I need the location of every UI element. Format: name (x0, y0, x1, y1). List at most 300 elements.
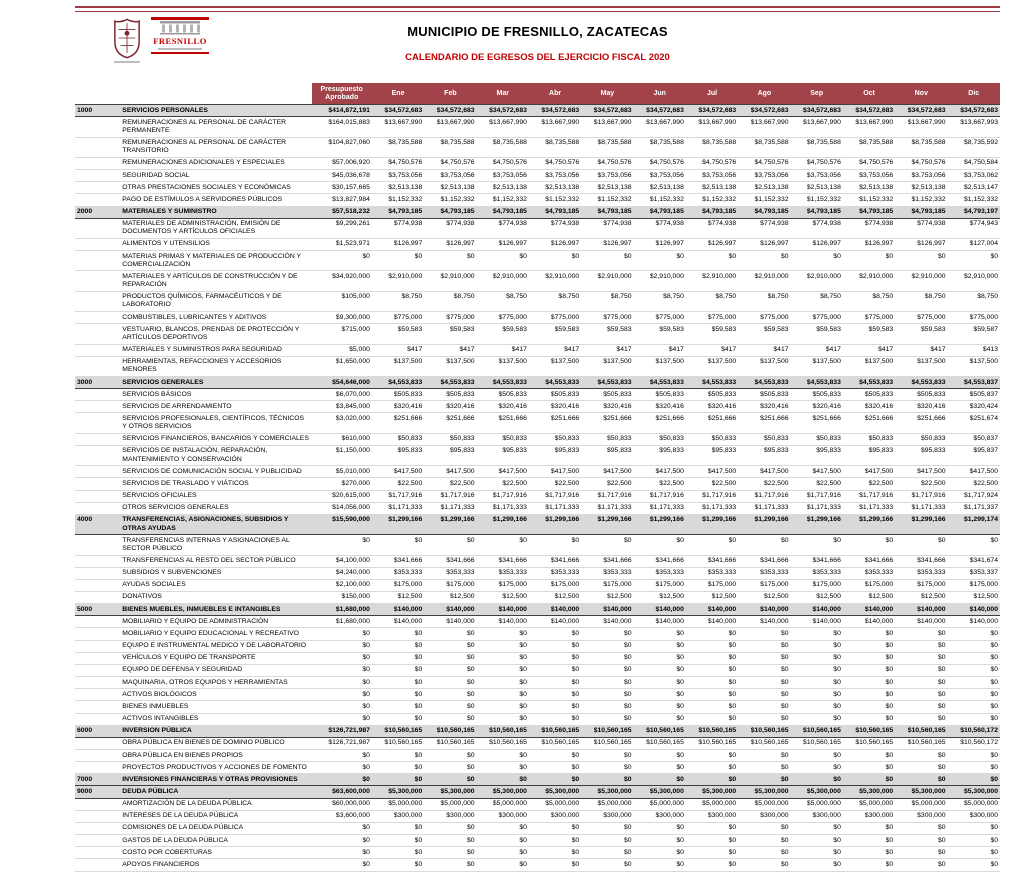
month-amount-cell: $2,910,000 (791, 271, 843, 291)
month-amount-cell: $2,910,000 (948, 271, 1000, 291)
concept-row (75, 737, 1000, 749)
month-amount-cell: $4,553,833 (843, 377, 895, 389)
month-amount-cell: $417 (529, 344, 581, 356)
month-amount-cell: $0 (948, 822, 1000, 834)
month-amount-cell: $2,513,138 (529, 182, 581, 194)
month-amount-cell: $59,583 (686, 324, 738, 344)
month-amount-cell: $137,500 (424, 356, 476, 376)
month-amount-cell: $5,000,000 (634, 798, 686, 810)
month-amount-cell: $140,000 (791, 616, 843, 628)
month-amount-cell: $10,560,165 (424, 737, 476, 749)
month-amount-cell: $0 (529, 750, 581, 762)
concept-row (75, 356, 1000, 376)
month-amount-cell: $4,793,185 (895, 206, 947, 218)
month-amount-cell: $0 (686, 677, 738, 689)
month-amount-cell: $2,910,000 (686, 271, 738, 291)
month-amount-cell: $251,666 (634, 413, 686, 433)
month-amount-cell: $140,000 (843, 616, 895, 628)
presupuesto-aprobado-cell: $0 (312, 677, 372, 689)
month-amount-cell: $1,717,916 (738, 490, 790, 502)
presupuesto-aprobado-cell: $0 (312, 701, 372, 713)
month-amount-cell: $0 (529, 762, 581, 774)
month-amount-cell: $0 (424, 628, 476, 640)
month-amount-cell: $0 (738, 762, 790, 774)
table-header-row (75, 83, 1000, 105)
month-amount-cell: $3,753,056 (738, 170, 790, 182)
concept-label: EQUIPO E INSTRUMENTAL MEDICO Y DE LABORATORIO (120, 640, 311, 652)
month-amount-cell: $126,997 (895, 238, 947, 250)
concept-label: ALIMENTOS Y UTENSILIOS (120, 238, 311, 250)
chapter-code (75, 835, 120, 847)
month-amount-cell: $320,424 (948, 401, 1000, 413)
month-amount-cell: $50,833 (738, 433, 790, 445)
concept-label: SERVICIOS DE ARRENDAMIENTO (120, 401, 311, 413)
month-amount-cell: $353,333 (529, 567, 581, 579)
fresnillo-logo (151, 17, 209, 54)
month-amount-cell: $10,560,165 (895, 737, 947, 749)
month-amount-cell: $0 (372, 535, 424, 555)
month-amount-cell: $127,004 (948, 238, 1000, 250)
month-amount-cell: $0 (738, 677, 790, 689)
month-amount-cell: $12,500 (843, 591, 895, 603)
month-amount-cell: $5,300,000 (738, 786, 790, 798)
concept-label: PAGO DE ESTÍMULOS A SERVIDORES PÚBLICOS (120, 194, 311, 206)
month-amount-cell: $137,500 (634, 356, 686, 376)
month-amount-cell: $320,416 (529, 401, 581, 413)
month-amount-cell: $0 (424, 701, 476, 713)
month-amount-cell: $0 (895, 713, 947, 725)
month-amount-cell: $775,000 (477, 312, 529, 324)
month-amount-cell: $0 (948, 664, 1000, 676)
month-amount-cell: $0 (634, 689, 686, 701)
crest-caption-line (114, 61, 140, 63)
month-amount-cell: $417 (372, 344, 424, 356)
month-amount-cell: $1,717,916 (895, 490, 947, 502)
month-amount-cell: $4,793,185 (738, 206, 790, 218)
month-amount-cell: $0 (372, 677, 424, 689)
month-amount-cell: $13,667,990 (529, 117, 581, 137)
month-amount-cell: $0 (581, 835, 633, 847)
month-amount-cell: $0 (424, 677, 476, 689)
column-header-month: Ene (372, 83, 424, 105)
month-amount-cell: $34,572,683 (843, 105, 895, 117)
chapter-code (75, 182, 120, 194)
month-amount-cell: $2,513,138 (372, 182, 424, 194)
concept-label: SEGURIDAD SOCIAL (120, 170, 311, 182)
month-amount-cell: $0 (948, 689, 1000, 701)
month-amount-cell: $8,750 (738, 291, 790, 311)
header-spacer-label (120, 83, 311, 105)
month-amount-cell: $2,513,138 (477, 182, 529, 194)
month-amount-cell: $417,500 (529, 466, 581, 478)
month-amount-cell: $2,910,000 (738, 271, 790, 291)
month-amount-cell: $774,938 (372, 218, 424, 238)
chapter-code (75, 170, 120, 182)
month-amount-cell: $50,837 (948, 433, 1000, 445)
month-amount-cell: $1,717,916 (843, 490, 895, 502)
chapter-code (75, 117, 120, 137)
concept-row (75, 677, 1000, 689)
month-amount-cell: $0 (895, 774, 947, 786)
chapter-code (75, 567, 120, 579)
month-amount-cell: $140,000 (424, 616, 476, 628)
month-amount-cell: $0 (529, 847, 581, 859)
month-amount-cell: $774,938 (738, 218, 790, 238)
concept-label: SERVICIOS GENERALES (120, 377, 311, 389)
month-amount-cell: $775,000 (895, 312, 947, 324)
month-amount-cell: $251,666 (791, 413, 843, 433)
month-amount-cell: $13,667,990 (791, 117, 843, 137)
month-amount-cell: $22,500 (529, 478, 581, 490)
presupuesto-aprobado-cell: $1,523,971 (312, 238, 372, 250)
chapter-code (75, 713, 120, 725)
month-amount-cell: $0 (477, 847, 529, 859)
month-amount-cell: $417,500 (791, 466, 843, 478)
month-amount-cell: $320,416 (791, 401, 843, 413)
concept-row (75, 640, 1000, 652)
chapter-code (75, 750, 120, 762)
month-amount-cell: $0 (424, 713, 476, 725)
presupuesto-aprobado-cell: $0 (312, 859, 372, 871)
month-amount-cell: $4,553,833 (529, 377, 581, 389)
month-amount-cell: $10,560,165 (372, 737, 424, 749)
chapter-code (75, 502, 120, 514)
month-amount-cell: $251,674 (948, 413, 1000, 433)
month-amount-cell: $417 (581, 344, 633, 356)
month-amount-cell: $251,666 (477, 413, 529, 433)
month-amount-cell: $0 (686, 535, 738, 555)
concept-label: MATERIALES DE ADMINISTRACIÓN, EMISIÓN DE DOCUMENTOS Y ARTÍCULOS OFICIALES (120, 218, 311, 238)
concept-label: DONATIVOS (120, 591, 311, 603)
month-amount-cell: $5,000,000 (372, 798, 424, 810)
month-amount-cell: $8,735,588 (477, 137, 529, 157)
month-amount-cell: $34,572,683 (477, 105, 529, 117)
month-amount-cell: $341,666 (843, 555, 895, 567)
month-amount-cell: $22,500 (686, 478, 738, 490)
presupuesto-aprobado-cell: $0 (312, 640, 372, 652)
month-amount-cell: $0 (686, 762, 738, 774)
month-amount-cell: $417,500 (581, 466, 633, 478)
month-amount-cell: $0 (791, 822, 843, 834)
month-amount-cell: $0 (372, 713, 424, 725)
month-amount-cell: $0 (424, 652, 476, 664)
month-amount-cell: $0 (372, 628, 424, 640)
month-amount-cell: $300,000 (843, 810, 895, 822)
presupuesto-aprobado-cell: $9,299,261 (312, 218, 372, 238)
chapter-code (75, 389, 120, 401)
month-amount-cell: $0 (477, 822, 529, 834)
chapter-code (75, 194, 120, 206)
month-amount-cell: $3,753,056 (424, 170, 476, 182)
column-header-month: Mar (477, 83, 529, 105)
page-title: MUNICIPIO DE FRESNILLO, ZACATECAS (407, 24, 668, 39)
month-amount-cell: $0 (529, 640, 581, 652)
month-amount-cell: $251,666 (372, 413, 424, 433)
month-amount-cell: $126,997 (738, 238, 790, 250)
column-header-presupuesto: Presupuesto Aprobado (312, 83, 372, 105)
month-amount-cell: $3,753,056 (529, 170, 581, 182)
month-amount-cell: $320,416 (634, 401, 686, 413)
month-amount-cell: $0 (948, 835, 1000, 847)
budget-calendar-table (75, 83, 1000, 872)
month-amount-cell: $0 (738, 835, 790, 847)
month-amount-cell: $12,500 (529, 591, 581, 603)
month-amount-cell: $774,938 (634, 218, 686, 238)
month-amount-cell: $0 (843, 713, 895, 725)
month-amount-cell: $0 (791, 750, 843, 762)
concept-label: OTRAS PRESTACIONES SOCIALES Y ECONÓMICAS (120, 182, 311, 194)
month-amount-cell: $774,938 (477, 218, 529, 238)
chapter-code (75, 251, 120, 271)
chapter-code (75, 466, 120, 478)
concept-label: TRANSFERENCIAS INTERNAS Y ASIGNACIONES AL SECTOR PÚBLICO (120, 535, 311, 555)
chapter-code (75, 137, 120, 157)
month-amount-cell: $4,750,576 (791, 157, 843, 169)
column-header-month: May (581, 83, 633, 105)
concept-row (75, 344, 1000, 356)
month-amount-cell: $3,753,056 (843, 170, 895, 182)
concept-row (75, 502, 1000, 514)
month-amount-cell: $1,717,916 (791, 490, 843, 502)
month-amount-cell: $2,910,000 (372, 271, 424, 291)
chapter-code (75, 401, 120, 413)
month-amount-cell: $300,000 (372, 810, 424, 822)
month-amount-cell: $95,833 (477, 445, 529, 465)
month-amount-cell: $0 (581, 822, 633, 834)
month-amount-cell: $50,833 (529, 433, 581, 445)
presupuesto-aprobado-cell: $63,600,000 (312, 786, 372, 798)
month-amount-cell: $140,000 (895, 616, 947, 628)
month-amount-cell: $0 (895, 762, 947, 774)
month-amount-cell: $5,300,000 (948, 786, 1000, 798)
month-amount-cell: $140,000 (895, 604, 947, 616)
month-amount-cell: $8,750 (895, 291, 947, 311)
month-amount-cell: $95,833 (372, 445, 424, 465)
month-amount-cell: $0 (477, 859, 529, 871)
month-amount-cell: $8,735,588 (895, 137, 947, 157)
chapter-row (75, 105, 1000, 117)
month-amount-cell: $775,000 (948, 312, 1000, 324)
month-amount-cell: $0 (948, 628, 1000, 640)
month-amount-cell: $34,572,683 (581, 105, 633, 117)
presupuesto-aprobado-cell: $0 (312, 251, 372, 271)
presupuesto-aprobado-cell: $1,650,000 (312, 356, 372, 376)
month-amount-cell: $353,333 (895, 567, 947, 579)
month-amount-cell: $137,500 (948, 356, 1000, 376)
chapter-code (75, 344, 120, 356)
concept-row (75, 591, 1000, 603)
month-amount-cell: $8,735,588 (372, 137, 424, 157)
month-amount-cell: $2,513,138 (634, 182, 686, 194)
month-amount-cell: $34,572,683 (948, 105, 1000, 117)
chapter-code (75, 664, 120, 676)
month-amount-cell: $2,513,138 (895, 182, 947, 194)
page-subtitle: CALENDARIO DE EGRESOS DEL EJERCICIO FISCAL 2020 (405, 52, 670, 63)
chapter-code: 5000 (75, 604, 120, 616)
month-amount-cell: $0 (372, 652, 424, 664)
month-amount-cell: $126,997 (843, 238, 895, 250)
month-amount-cell: $341,674 (948, 555, 1000, 567)
month-amount-cell: $0 (948, 640, 1000, 652)
month-amount-cell: $34,572,683 (686, 105, 738, 117)
chapter-code: 3000 (75, 377, 120, 389)
month-amount-cell: $8,735,588 (843, 137, 895, 157)
month-amount-cell: $0 (738, 689, 790, 701)
month-amount-cell: $0 (424, 822, 476, 834)
month-amount-cell: $775,000 (791, 312, 843, 324)
month-amount-cell: $4,750,576 (634, 157, 686, 169)
month-amount-cell: $59,583 (529, 324, 581, 344)
concept-row (75, 389, 1000, 401)
month-amount-cell: $0 (738, 701, 790, 713)
month-amount-cell: $4,750,576 (738, 157, 790, 169)
concept-row (75, 664, 1000, 676)
presupuesto-aprobado-cell: $1,680,000 (312, 604, 372, 616)
concept-row (75, 170, 1000, 182)
month-amount-cell: $251,666 (581, 413, 633, 433)
concept-label: SERVICIOS PROFESIONALES, CIENTÍFICOS, TÉCNICOS Y OTROS SERVICIOS (120, 413, 311, 433)
concept-label: MAQUINARIA, OTROS EQUIPOS Y HERRAMIENTAS (120, 677, 311, 689)
month-amount-cell: $0 (529, 774, 581, 786)
presupuesto-aprobado-cell: $13,827,984 (312, 194, 372, 206)
month-amount-cell: $320,416 (424, 401, 476, 413)
chapter-code (75, 271, 120, 291)
month-amount-cell: $0 (529, 664, 581, 676)
month-amount-cell: $0 (843, 640, 895, 652)
month-amount-cell: $0 (477, 652, 529, 664)
month-amount-cell: $0 (581, 640, 633, 652)
concept-label: BIENES MUEBLES, INMUEBLES E INTANGIBLES (120, 604, 311, 616)
month-amount-cell: $4,793,185 (686, 206, 738, 218)
month-amount-cell: $0 (843, 859, 895, 871)
top-rule-primary (75, 6, 1000, 8)
month-amount-cell: $0 (895, 628, 947, 640)
chapter-row (75, 206, 1000, 218)
month-amount-cell: $10,560,165 (843, 737, 895, 749)
concept-label: REMUNERACIONES AL PERSONAL DE CARÁCTER TRANSITORIO (120, 137, 311, 157)
month-amount-cell: $126,997 (581, 238, 633, 250)
presupuesto-aprobado-cell: $0 (312, 689, 372, 701)
month-amount-cell: $13,667,993 (948, 117, 1000, 137)
month-amount-cell: $0 (424, 762, 476, 774)
month-amount-cell: $3,753,056 (477, 170, 529, 182)
month-amount-cell: $417 (791, 344, 843, 356)
month-amount-cell: $4,793,185 (843, 206, 895, 218)
concept-row (75, 701, 1000, 713)
month-amount-cell: $775,000 (738, 312, 790, 324)
month-amount-cell: $774,938 (424, 218, 476, 238)
month-amount-cell: $50,833 (424, 433, 476, 445)
municipal-crest-logo (113, 17, 141, 63)
month-amount-cell: $3,753,056 (372, 170, 424, 182)
presupuesto-aprobado-cell: $164,015,883 (312, 117, 372, 137)
month-amount-cell: $10,560,165 (424, 725, 476, 737)
month-amount-cell: $4,553,833 (424, 377, 476, 389)
month-amount-cell: $0 (738, 628, 790, 640)
month-amount-cell: $0 (424, 535, 476, 555)
presupuesto-aprobado-cell: $715,000 (312, 324, 372, 344)
chapter-row (75, 377, 1000, 389)
month-amount-cell: $1,171,333 (372, 502, 424, 514)
month-amount-cell: $251,666 (843, 413, 895, 433)
chapter-code (75, 433, 120, 445)
month-amount-cell: $2,910,000 (477, 271, 529, 291)
month-amount-cell: $12,500 (738, 591, 790, 603)
concept-row (75, 555, 1000, 567)
presupuesto-aprobado-cell: $270,000 (312, 478, 372, 490)
month-amount-cell: $417,500 (895, 466, 947, 478)
concept-row (75, 798, 1000, 810)
month-amount-cell: $0 (948, 535, 1000, 555)
concept-label: REMUNERACIONES AL PERSONAL DE CARÁCTER PERMANENTE (120, 117, 311, 137)
month-amount-cell: $5,300,000 (372, 786, 424, 798)
month-amount-cell: $1,717,916 (581, 490, 633, 502)
column-header-month: Oct (843, 83, 895, 105)
month-amount-cell: $5,000,000 (843, 798, 895, 810)
concept-label: ACTIVOS INTANGIBLES (120, 713, 311, 725)
month-amount-cell: $137,500 (791, 356, 843, 376)
month-amount-cell: $505,833 (477, 389, 529, 401)
month-amount-cell: $22,500 (895, 478, 947, 490)
month-amount-cell: $12,500 (686, 591, 738, 603)
month-amount-cell: $140,000 (529, 604, 581, 616)
month-amount-cell: $505,833 (895, 389, 947, 401)
presupuesto-aprobado-cell: $3,845,000 (312, 401, 372, 413)
concept-row (75, 762, 1000, 774)
month-amount-cell: $0 (634, 762, 686, 774)
month-amount-cell: $137,500 (477, 356, 529, 376)
month-amount-cell: $0 (791, 713, 843, 725)
presupuesto-aprobado-cell: $126,721,987 (312, 725, 372, 737)
month-amount-cell: $4,553,837 (948, 377, 1000, 389)
month-amount-cell: $0 (634, 847, 686, 859)
month-amount-cell: $34,572,683 (738, 105, 790, 117)
month-amount-cell: $775,000 (372, 312, 424, 324)
month-amount-cell: $140,000 (948, 604, 1000, 616)
month-amount-cell: $505,833 (581, 389, 633, 401)
month-amount-cell: $0 (634, 640, 686, 652)
concept-row (75, 810, 1000, 822)
month-amount-cell: $140,000 (581, 616, 633, 628)
presupuesto-aprobado-cell: $0 (312, 774, 372, 786)
month-amount-cell: $0 (843, 847, 895, 859)
month-amount-cell: $0 (895, 859, 947, 871)
presupuesto-aprobado-cell: $3,020,000 (312, 413, 372, 433)
month-amount-cell: $50,833 (791, 433, 843, 445)
month-amount-cell: $3,753,056 (895, 170, 947, 182)
month-amount-cell: $2,910,000 (529, 271, 581, 291)
month-amount-cell: $0 (477, 774, 529, 786)
month-amount-cell: $775,000 (529, 312, 581, 324)
fresnillo-caption-line (158, 48, 202, 50)
month-amount-cell: $140,000 (948, 616, 1000, 628)
presupuesto-aprobado-cell: $0 (312, 762, 372, 774)
month-amount-cell: $0 (477, 640, 529, 652)
column-header-month: Jul (686, 83, 738, 105)
month-amount-cell: $774,938 (843, 218, 895, 238)
month-amount-cell: $2,910,000 (843, 271, 895, 291)
month-amount-cell: $0 (634, 774, 686, 786)
month-amount-cell: $1,152,332 (372, 194, 424, 206)
month-amount-cell: $0 (843, 628, 895, 640)
month-amount-cell: $8,750 (948, 291, 1000, 311)
month-amount-cell: $0 (372, 640, 424, 652)
month-amount-cell: $0 (843, 701, 895, 713)
month-amount-cell: $0 (791, 535, 843, 555)
chapter-row (75, 786, 1000, 798)
month-amount-cell: $140,000 (372, 616, 424, 628)
concept-row (75, 445, 1000, 465)
